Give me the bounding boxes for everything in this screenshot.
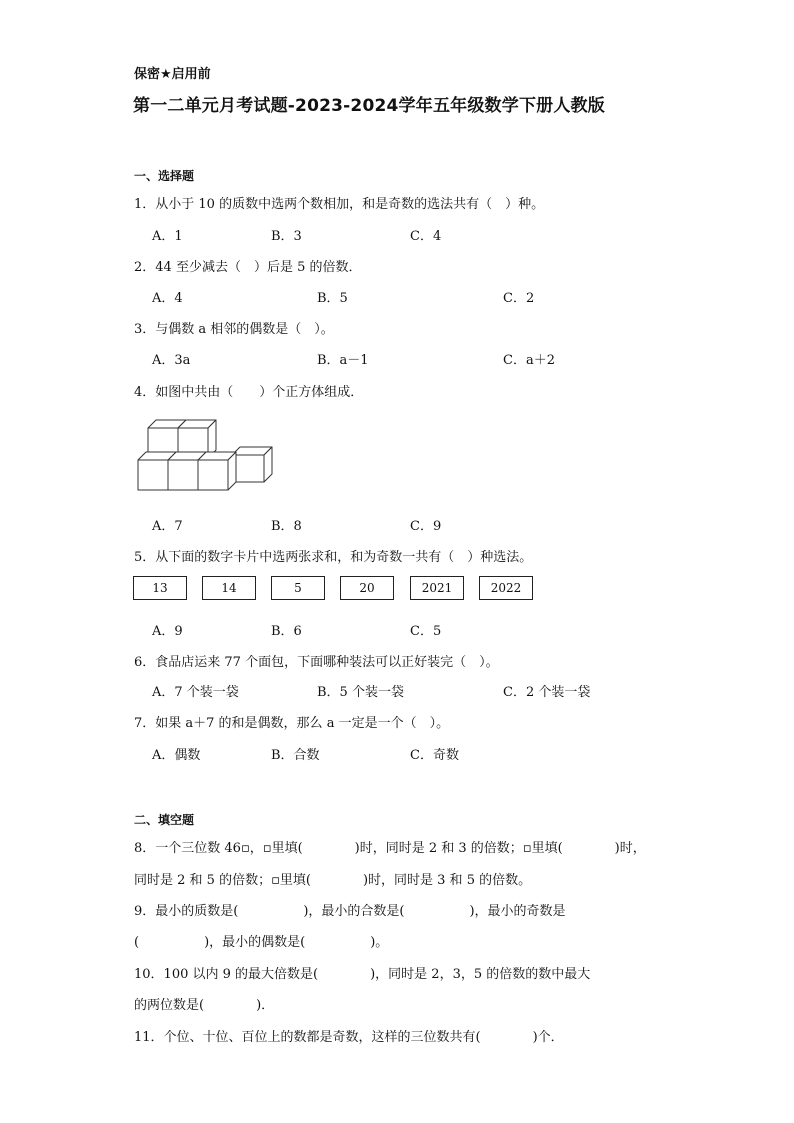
confidential-label: 保密★启用前 bbox=[134, 67, 211, 82]
question-1-option-a: A．1 bbox=[152, 229, 183, 244]
question-5-option-c: C．5 bbox=[410, 624, 442, 639]
question-7-stem: 7．如果 a＋7 的和是偶数，那么 a 一定是一个（ ）。 bbox=[134, 716, 450, 731]
question-4-option-b: B．8 bbox=[271, 519, 302, 534]
question-6-option-c: C．2 个装一袋 bbox=[503, 685, 591, 700]
cube-right-extension bbox=[232, 447, 272, 482]
number-card: 13 bbox=[133, 576, 187, 600]
number-card: 2021 bbox=[410, 576, 464, 600]
question-7-option-c: C．奇数 bbox=[410, 748, 459, 763]
question-10-line-1: 10．100 以内 9 的最大倍数是( )，同时是 2，3，5 的倍数的数中最大 bbox=[134, 967, 591, 982]
cube-bottom-3 bbox=[198, 452, 236, 490]
question-1-option-c: C．4 bbox=[410, 229, 442, 244]
question-10-line-2: 的两位数是( )． bbox=[134, 998, 275, 1013]
question-5-stem: 5．从下面的数字卡片中选两张求和，和为奇数一共有（ ）种选法。 bbox=[134, 550, 533, 565]
question-2-option-c: C．2 bbox=[503, 291, 535, 306]
question-6-option-b: B．5 个装一袋 bbox=[317, 685, 404, 700]
question-2-stem: 2．44 至少减去（ ）后是 5 的倍数． bbox=[134, 260, 362, 275]
question-3-stem: 3．与偶数 a 相邻的偶数是（ ）。 bbox=[134, 322, 334, 337]
question-6-stem: 6．食品店运来 77 个面包，下面哪种装法可以正好装完（ ）。 bbox=[134, 655, 499, 670]
question-2-option-b: B．5 bbox=[317, 291, 348, 306]
section-heading-choice: 一、选择题 bbox=[134, 169, 195, 183]
question-3-option-a: A．3a bbox=[152, 353, 191, 368]
question-5-option-a: A．9 bbox=[152, 624, 183, 639]
question-3-option-c: C．a＋2 bbox=[503, 353, 555, 368]
question-4-stem: 4．如图中共由（ ）个正方体组成． bbox=[134, 385, 364, 400]
question-11-line-1: 11．个位、十位、百位上的数都是奇数，这样的三位数共有( )个． bbox=[134, 1030, 564, 1045]
question-3-option-b: B．a－1 bbox=[317, 353, 369, 368]
question-5-option-b: B．6 bbox=[271, 624, 302, 639]
number-card: 20 bbox=[340, 576, 394, 600]
question-2-option-a: A．4 bbox=[152, 291, 183, 306]
question-6-option-a: A．7 个装一袋 bbox=[152, 685, 239, 700]
question-7-option-a: A．偶数 bbox=[152, 748, 201, 763]
question-4-option-a: A．7 bbox=[152, 519, 183, 534]
question-7-option-b: B．合数 bbox=[271, 748, 320, 763]
page-title: 第一二单元月考试题-2023-2024学年五年级数学下册人教版 bbox=[133, 96, 605, 116]
question-4-option-c: C．9 bbox=[410, 519, 442, 534]
number-card: 14 bbox=[202, 576, 256, 600]
question-9-line-1: 9．最小的质数是( )，最小的合数是( )，最小的奇数是 bbox=[134, 904, 566, 919]
question-8-line-2: 同时是 2 和 5 的倍数；▫里填( )时，同时是 3 和 5 的倍数。 bbox=[134, 873, 532, 888]
question-9-line-2: ( )，最小的偶数是( )。 bbox=[134, 935, 389, 950]
question-1-option-b: B．3 bbox=[271, 229, 302, 244]
number-card: 2022 bbox=[479, 576, 533, 600]
number-card: 5 bbox=[271, 576, 325, 600]
question-8-line-1: 8．一个三位数 46▫，▫里填( )时，同时是 2 和 3 的倍数；▫里填( )时， bbox=[134, 841, 646, 856]
cube-stack-figure bbox=[136, 418, 276, 496]
section-heading-fill: 二、填空题 bbox=[134, 813, 195, 827]
question-1-stem: 1．从小于 10 的质数中选两个数相加，和是奇数的选法共有（ ）种。 bbox=[134, 197, 545, 212]
